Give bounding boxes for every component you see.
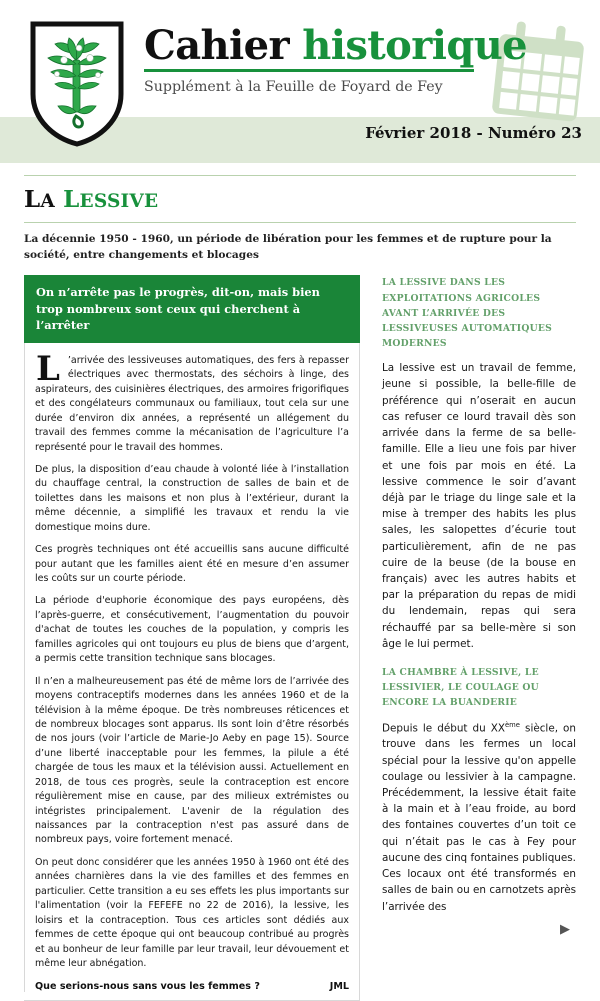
body-paragraph: La période d'euphorie économique des pays européens, dès l’après-guerre, et consécutivement, l’augmentation du pouvoir d'achat de toutes les couches de la population, y compris les familles agricoles qui ont toujours eu plus de biens que d’argent, a permis cette transition technique sans blocages.	[35, 595, 349, 665]
publication-subtitle: Supplément à la Feuille de Foyard de Fey	[144, 78, 443, 95]
divider-rule-mid	[24, 222, 576, 223]
article-title	[24, 186, 576, 213]
continue-arrow-icon[interactable]: ▶	[560, 921, 570, 937]
masthead	[0, 0, 600, 163]
publication-title-part1: Cahier	[144, 22, 289, 69]
pull-quote: On n’arrête pas le progrès, dit-on, mais bien trop nombreux sont ceux qui cherchent à l’arrêter	[24, 275, 360, 343]
sidebar-paragraph: La lessive est un travail de femme, jeune si possible, la belle-fille de préférence qui n’oserait en aucun cas refuser ce lourd travail dès son arrivée dans la ferme de sa belle-famille. Elle a lieu une fois par hiver et une fois par mois en été. La lessive commence le soir d’avant déjà par le triage du linge sale et la mise à tremper des habits les plus sales, les salopettes d’écurie tout particulièrement, afin de ne pas cuire de la beuse (de la bouse en français) avec les autres habits et par la préparation du repas de midi du lendemain, repas qui sera réchauffé par sa belle-mère si son âge le lui permet.	[382, 362, 576, 650]
sidebar-column	[378, 275, 576, 935]
body-paragraph-text: ’arrivée des lessiveuses automatiques, des fers à repasser électriques avec thermostats, des séchoirs à linge, des aspirateurs, des cuisinières électriques, des armoires frigorifiques et des congélateurs communaux ou familiaux, tout cela sur une durée d’environ dix années, a représenté un allégement du travail des femmes comme la mécanisation de l’agriculture l’a représenté pour le travail des hommes.	[35, 354, 349, 453]
sidebar-paragraph	[382, 720, 576, 915]
sidebar-heading-1: LA LESSIVE DANS LES EXPLOITATIONS AGRICOLES AVANT L’ARRIVÉE DES LESSIVEUSES AUTOMATIQUES MODERNES	[382, 277, 553, 350]
body-paragraph: Ces progrès techniques ont été accueillis sans aucune difficulté pour autant que les familles aient été en mesure d’en assumer les coûts sur un courte période.	[35, 544, 349, 585]
article-header	[24, 163, 576, 263]
sidebar-p2-ordinal: ème	[505, 720, 520, 729]
divider-rule-top	[24, 175, 576, 176]
body-paragraph: Il n’en a malheureusement pas été de même lors de l’arrivée des moyens contraceptifs modernes dans les années 1960 et de la télévision à la même époque. De très nombreuses réticences et de nombreux blocages sont apparus. Ils sont loin d’être résorbés de nos jours (voir l’article de Marie-Jo Aeby en page 15). Source d’une liberté inacceptable pour les femmes, la pilule a été chargée de tous les maux et la télévision aussi. Actuellement en 2018, de tous ces progrès, seule la contraception est encore régulièrement mise en cause, par des milieux extrémistes ou intégristes principalement. L'avenir de la régulation des naissances par la contraception n'est pas assuré dans de nombreux pays, voire fortement menacé.	[35, 675, 349, 846]
drop-cap: L	[36, 348, 60, 389]
coat-of-arms-tree-shield	[28, 20, 126, 148]
issue-date-number: Février 2018 - Numéro 23	[365, 124, 582, 142]
body-paragraph	[35, 348, 349, 455]
author-initials: JML	[329, 981, 349, 993]
main-column	[24, 275, 360, 1001]
masthead-title-block	[144, 22, 528, 95]
article-columns	[24, 275, 576, 1001]
publication-title-part2: historique	[302, 22, 528, 69]
publication-title	[144, 22, 528, 69]
article-title-part1: LA	[24, 186, 55, 213]
sidebar-heading-2: LA CHAMBRE À LESSIVE, LE LESSIVIER, LE COULAGE OU ENCORE LA BUANDERIE	[382, 667, 539, 709]
title-underline-rule	[144, 69, 474, 72]
article-title-part2: LESSIVE	[63, 186, 159, 213]
body-paragraph: De plus, la disposition d’eau chaude à volonté liée à l’installation du chauffage central, la construction de salles de bain et de toilettes dans les maisons et non plus à l’extérieur, durant la même décennie, a simplifié les travaux et rendu la vie domestique moins dure.	[35, 463, 349, 533]
sidebar-p2-rest: siècle, on trouve dans les fermes un local spécial pour la lessive qu'on appelle coulage ou lessivier à la campagne. Précédemment, la lessive était faite à la main et à l’eau froide, au bord des fontaines couvertes d’un toit ce qui n’était pas le cas à Fey pour aucune des cinq fontaines publiques. Ces locaux ont été transformés en salles de bain ou en carnotzets après l’arrivée des	[382, 722, 577, 913]
body-paragraph: On peut donc considérer que les années 1950 à 1960 ont été des années charnières dans la vie des familles et des femmes en particulier. Cette transition a eu ses effets les plus importants sur l'alimentation (voir la FEFEFE no 22 de 2016), la lessive, les loisirs et la contraception. Tous ces articles sont dédiés aux femmes de cette époque qui ont beaucoup contribué au progrès et au bonheur de leur famille par leur travail, leur dévouement et même leur abnégation.	[35, 856, 349, 969]
article-standfirst: La décennie 1950 - 1960, un période de libération pour les femmes et de rupture pour la société, entre changements et blocages	[24, 233, 552, 261]
article-signoff	[35, 981, 349, 992]
sidebar-p2-prefix: Depuis le début du XX	[382, 722, 505, 735]
closing-question: Que serions-nous sans vous les femmes ?	[35, 981, 260, 993]
